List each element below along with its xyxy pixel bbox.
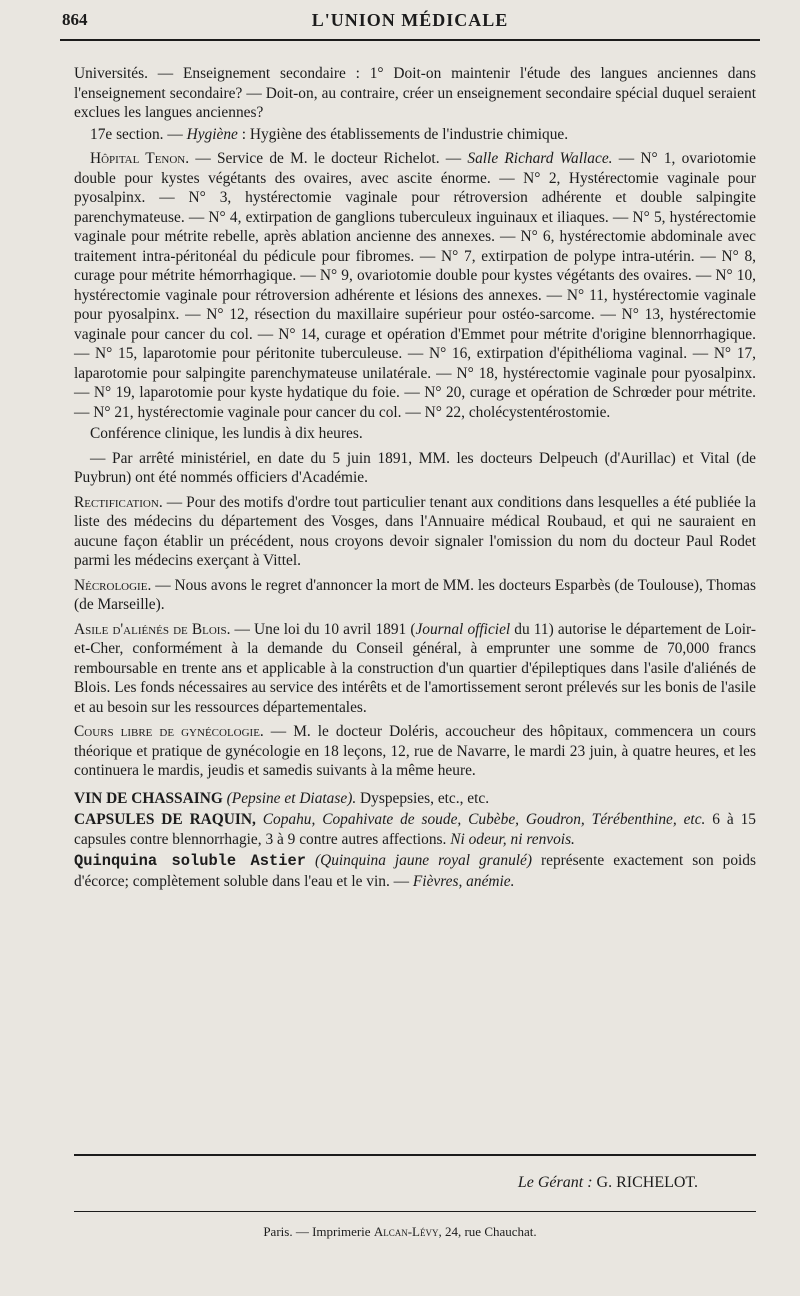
universites-paragraph — [74, 64, 756, 123]
header-rule — [60, 39, 760, 41]
rectification-paragraph — [74, 493, 756, 571]
section-17-paragraph — [74, 125, 756, 145]
hopital-tenon-heading: Hôpital Tenon. — [90, 150, 190, 167]
running-title: L'UNION MÉDICALE — [311, 10, 509, 30]
asile-blois-paragraph — [74, 620, 756, 718]
ad-quinquina-astier-name: Quinquina soluble Astier — [74, 852, 306, 870]
cours-gynecologie-text: — M. le docteur Doléris, accoucheur des hôpitaux, commencera un cours théorique et pratique de gynécologie en 18 leçons, 12, rue de Navarre, le mardi 23 juin, à quatre heures, et les continuera le mardis, jeudis et samedis suivants à la même heure. — [74, 723, 756, 779]
section-17-lead: 17e section. — — [90, 125, 187, 143]
asile-blois-heading: Asile d'aliénés de Blois. — [74, 620, 231, 638]
page-number: 864 — [62, 10, 88, 29]
ad-capsules-raquin-text: 6 à 15 capsules contre blennorrhagie, 3 à 9 contre autres affections. — [74, 811, 756, 848]
asile-blois-loi: — Une loi du 10 avril 1891 ( — [230, 620, 416, 638]
rectification-heading: Rectification. — [74, 493, 163, 511]
ad-quinquina-astier-slogan: Fièvres, anémie. — [412, 872, 515, 890]
ad-quinquina-astier — [74, 851, 756, 891]
ad-vin-chassaing — [74, 789, 756, 809]
ad-vin-chassaing-name: VIN DE CHASSAING — [74, 789, 223, 807]
hopital-tenon-service: — Service de M. le docteur Richelot. — — [189, 150, 468, 167]
imprint-city: Paris. — Imprimerie — [263, 1224, 374, 1239]
cours-gynecologie-paragraph — [74, 722, 756, 781]
necrologie-paragraph — [74, 576, 756, 615]
page-header — [62, 10, 758, 34]
ad-capsules-raquin-name: CAPSULES DE RAQUIN, — [74, 811, 256, 828]
ad-quinquina-astier-text: représente exactement son poids d'écorce; complètement soluble dans l'eau et le vin. — — [74, 852, 756, 890]
ad-capsules-raquin — [74, 810, 756, 849]
arrete-paragraph — [74, 449, 756, 488]
article-body — [74, 64, 756, 893]
gerant-label: Le Gérant : — [517, 1174, 593, 1191]
footer-rule-bottom — [74, 1211, 756, 1212]
ad-quinquina-astier-italic: (Quinquina jaune royal granulé) — [314, 852, 532, 869]
advertisements — [74, 789, 756, 892]
imprint-address: , 24, rue Chauchat. — [438, 1224, 537, 1239]
asile-blois-text: du 11) autorise le département de Loir-et-Cher, conformément à la demande du Conseil général, à emprunter une somme de 70,000 francs remboursable en trente ans et applicable à la construction d'un quartier d'épileptiques dans l'asile d'aliénés de Blois. Les fonds nécessaires au service des intérêts et de l'amortissement seront prélevés sur les bonis de l'asile et au besoin sur les ressources départementales. — [74, 620, 757, 716]
universites-text: Universités. — Enseignement secondaire : 1° Doit-on maintenir l'étude des langues anciennes dans l'enseignement secondaire? — Doit-on, au contraire, créer un enseignement secondaire spécial duquel seraient exclues les langues anciennes? — [74, 65, 756, 121]
imprint-printer: Alcan-Lévy — [373, 1224, 439, 1239]
cours-gynecologie-heading: Cours libre de gynécologie. — [74, 723, 264, 740]
conference-paragraph — [74, 424, 756, 444]
section-17-italic: Hygiène — [186, 125, 238, 143]
necrologie-heading: Nécrologie. — [74, 576, 152, 594]
hopital-tenon-salle: Salle Richard Wallace. — [467, 150, 613, 167]
hopital-tenon-paragraph — [74, 149, 756, 422]
rectification-text: — Pour des motifs d'ordre tout particulier tenant aux conditions dans lesquelles a été publiée la liste des médecins du département des Vosges, dans l'Annuaire médical Roubaud, et qui ne sauraient en aucune façon établir un précédent, nous croyons devoir signaler l'omission du nom du docteur Paul Rodet parmi les médecins exerçant à Vittel. — [74, 493, 756, 569]
ad-capsules-raquin-slogan: Ni odeur, ni renvois. — [450, 830, 575, 848]
section-17-text: : Hygiène des établissements de l'industrie chimique. — [237, 125, 569, 143]
necrologie-text: — Nous avons le regret d'annoncer la mort de MM. les docteurs Esparbès (de Toulouse), Thomas (de Marseille). — [74, 576, 756, 613]
ad-vin-chassaing-text: Dyspepsies, etc., etc. — [356, 789, 490, 807]
gerant-signature — [518, 1174, 698, 1192]
footer-rule-top — [74, 1154, 756, 1156]
ad-vin-chassaing-italic: (Pepsine et Diatase). — [226, 789, 357, 807]
asile-blois-journal: Journal officiel — [415, 620, 511, 638]
conference-text: Conférence clinique, les lundis à dix heures. — [90, 425, 363, 442]
hopital-tenon-cases: — N° 1, ovariotomie double pour kystes végétants des ovaires, avec ascite énorme. — N° 2, Hystérectomie vaginale pour pyosalpinx. — N° 3, hystérectomie vaginale pour rétroversion adhérente et double salpingite parenchymateuse. — N° 4, extirpation de ganglions tuberculeux inguinaux et iliaques. — N° 5, hystérectomie vaginale pour métrite rebelle, après ablation ancienne des annexes. — N° 6, hystérectomie abdominale avec traitement intra-péritonéal du pédicule pour fibromes. — N° 7, extirpation de polype intra-utérin. — N° 8, curage pour métrite hémorrhagique. — N° 9, ovariotomie double pour kystes végétants des ovaires. — N° 10, hystérectomie vaginale pour rétroversion adhérente et lésions des annexes. — N° 11, hystérectomie vaginale pour pyosalpinx. — N° 12, résection du maxillaire supérieur pour ostéo-sarcome. — N° 13, hystérectomie vaginale pour cancer du col. — N° 14, curage et opération d'Emmet pour métrite d'origine blennorrhagique. — N° 15, laparotomie pour péritonite tuberculeuse. — N° 16, extirpation d'épithélioma vaginal. — N° 17, laparotomie pour salpingite parenchymateuse unilatérale. — N° 18, hystérectomie vaginale pour pyosalpinx. — N° 19, laparotomie pour kyste hydatique du foie. — N° 20, curage et opération de Schrœder pour métrite. — N° 21, hystérectomie vaginale pour cancer du col. — N° 22, cholécystentérostomie. — [74, 150, 756, 421]
gerant-name: G. RICHELOT. — [596, 1174, 698, 1191]
ad-capsules-raquin-italic: Copahu, Copahivate de soude, Cubèbe, Goudron, Térébenthine, etc. — [255, 811, 706, 828]
arrete-text: — Par arrêté ministériel, en date du 5 juin 1891, MM. les docteurs Delpeuch (d'Aurillac) et Vital (de Puybrun) ont été nommés officiers d'Académie. — [74, 449, 756, 486]
imprint-line — [0, 1224, 800, 1240]
